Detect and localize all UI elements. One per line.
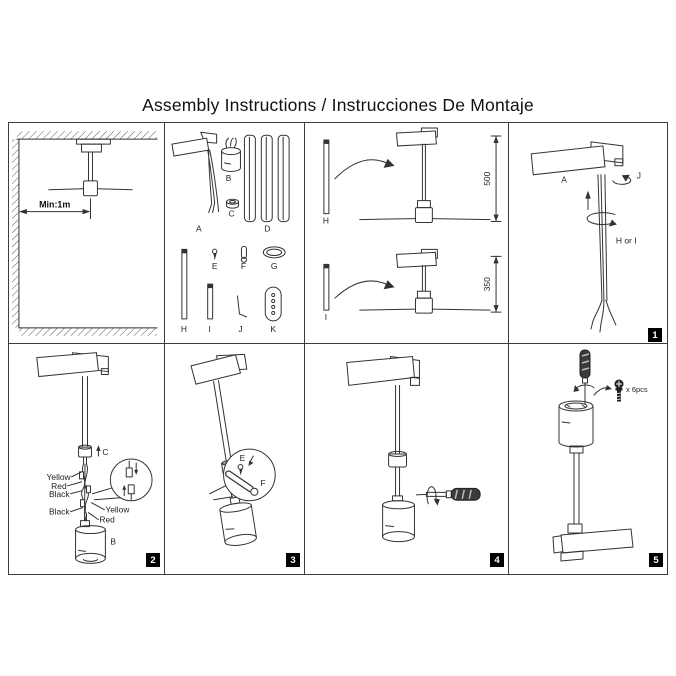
part-h-label: H xyxy=(180,323,187,334)
parts-drawing xyxy=(165,123,304,343)
rotation-arrow xyxy=(574,385,595,392)
part-c-label: C xyxy=(228,208,235,219)
lengths-drawing xyxy=(305,123,508,343)
adapter-drawing xyxy=(531,142,623,175)
inverted-fixture-drawing xyxy=(553,401,633,561)
dimension-350-label: 350 xyxy=(482,277,493,292)
ring-c-callout xyxy=(96,445,108,457)
panel-step4 xyxy=(305,344,509,574)
part-b-label: B xyxy=(225,172,232,183)
rod-and-wires-drawing xyxy=(591,175,616,332)
wire-label-red-left: Red xyxy=(51,480,67,491)
step4-drawing xyxy=(305,344,508,574)
step3-pin-label: F xyxy=(260,477,266,488)
rod-h-label: H xyxy=(322,215,329,226)
part-j-label: J xyxy=(238,323,243,334)
screw-count-label: x 6pcs xyxy=(626,385,648,394)
part-c-ring-drawing xyxy=(227,199,239,208)
min-distance-label: Min:1m xyxy=(39,199,71,210)
dimension-500-label: 500 xyxy=(482,171,493,186)
ring-c-drawing xyxy=(79,445,92,457)
part-j-allen-key-drawing xyxy=(237,296,246,317)
step5-drawing xyxy=(509,344,667,574)
panel-clearance xyxy=(9,123,165,344)
wire-label-red-right: Red xyxy=(99,514,115,525)
magnifier-callout xyxy=(210,449,276,501)
step2-body-label: B xyxy=(110,536,116,547)
allen-key-rotation-arrow xyxy=(613,175,631,185)
part-e-label: E xyxy=(211,261,218,272)
dimension-350 xyxy=(482,256,501,312)
track-light-drawing xyxy=(49,139,132,196)
wire-label-black-left: Black xyxy=(48,488,70,499)
instruction-sheet xyxy=(8,122,668,575)
step2-drawing xyxy=(9,344,164,574)
step3-screw-label: E xyxy=(239,452,246,463)
length-option-500 xyxy=(323,128,501,226)
step1-rod-label: H or I xyxy=(615,235,637,246)
screw-drawing xyxy=(615,380,624,402)
part-f-label: F xyxy=(240,261,247,272)
part-a-adapter-drawing xyxy=(172,132,219,212)
wire-label-yellow-left: Yellow xyxy=(46,471,71,482)
step3-drawing xyxy=(165,344,304,574)
dimension-500 xyxy=(482,136,501,222)
step-number-badge: 5 xyxy=(649,553,663,567)
min-distance-dimension xyxy=(19,199,91,219)
magnifier-callout xyxy=(92,459,152,501)
part-k-remote-drawing xyxy=(265,287,281,321)
screwdriver-drawing xyxy=(416,488,480,500)
wires-drawing xyxy=(80,457,91,521)
clearance-drawing xyxy=(9,123,164,343)
part-a-label: A xyxy=(195,223,202,234)
step-number-badge: 2 xyxy=(146,553,160,567)
step1-tool-label: J xyxy=(636,170,642,181)
part-g-oring-drawing xyxy=(263,247,285,258)
screw-callout-arrow xyxy=(594,385,612,395)
step-number-badge: 4 xyxy=(490,553,504,567)
fixture-drawing xyxy=(347,357,420,542)
step-number-badge: 3 xyxy=(286,553,300,567)
page-title: Assembly Instructions / Instrucciones De Montaje xyxy=(142,95,534,115)
panel-step5 xyxy=(509,344,667,574)
room-outline xyxy=(12,131,157,336)
body-b-drawing xyxy=(76,521,106,564)
part-k-label: K xyxy=(270,323,277,334)
part-d-blades-drawing xyxy=(244,135,289,221)
step-number-badge: 1 xyxy=(648,328,662,342)
screwdriver-drawing xyxy=(580,350,590,404)
part-h-rod-drawing xyxy=(182,249,187,319)
panel-parts xyxy=(165,123,305,344)
part-i-rod-drawing xyxy=(208,284,213,319)
step2-ring-label: C xyxy=(102,447,109,458)
adapter-drawing xyxy=(37,353,109,377)
part-g-label: G xyxy=(270,261,278,272)
panel-step3 xyxy=(165,344,305,574)
part-b-body-drawing xyxy=(222,138,241,171)
tilted-fixture-drawing xyxy=(190,351,274,548)
wire-label-yellow-right: Yellow xyxy=(105,504,130,515)
part-e-screw-drawing xyxy=(212,249,216,260)
push-up-arrow xyxy=(585,191,591,210)
rod-i-label: I xyxy=(324,312,328,323)
wire-label-black-left-2: Black xyxy=(48,506,70,517)
length-option-350 xyxy=(324,249,501,322)
panel-step2 xyxy=(9,344,165,574)
step1-drawing xyxy=(509,123,667,343)
part-d-label: D xyxy=(264,223,271,234)
part-i-label: I xyxy=(208,323,211,334)
panel-step1 xyxy=(509,123,667,344)
panel-lengths xyxy=(305,123,509,344)
step1-adapter-label: A xyxy=(561,174,567,185)
part-f-pin-drawing xyxy=(241,246,246,262)
